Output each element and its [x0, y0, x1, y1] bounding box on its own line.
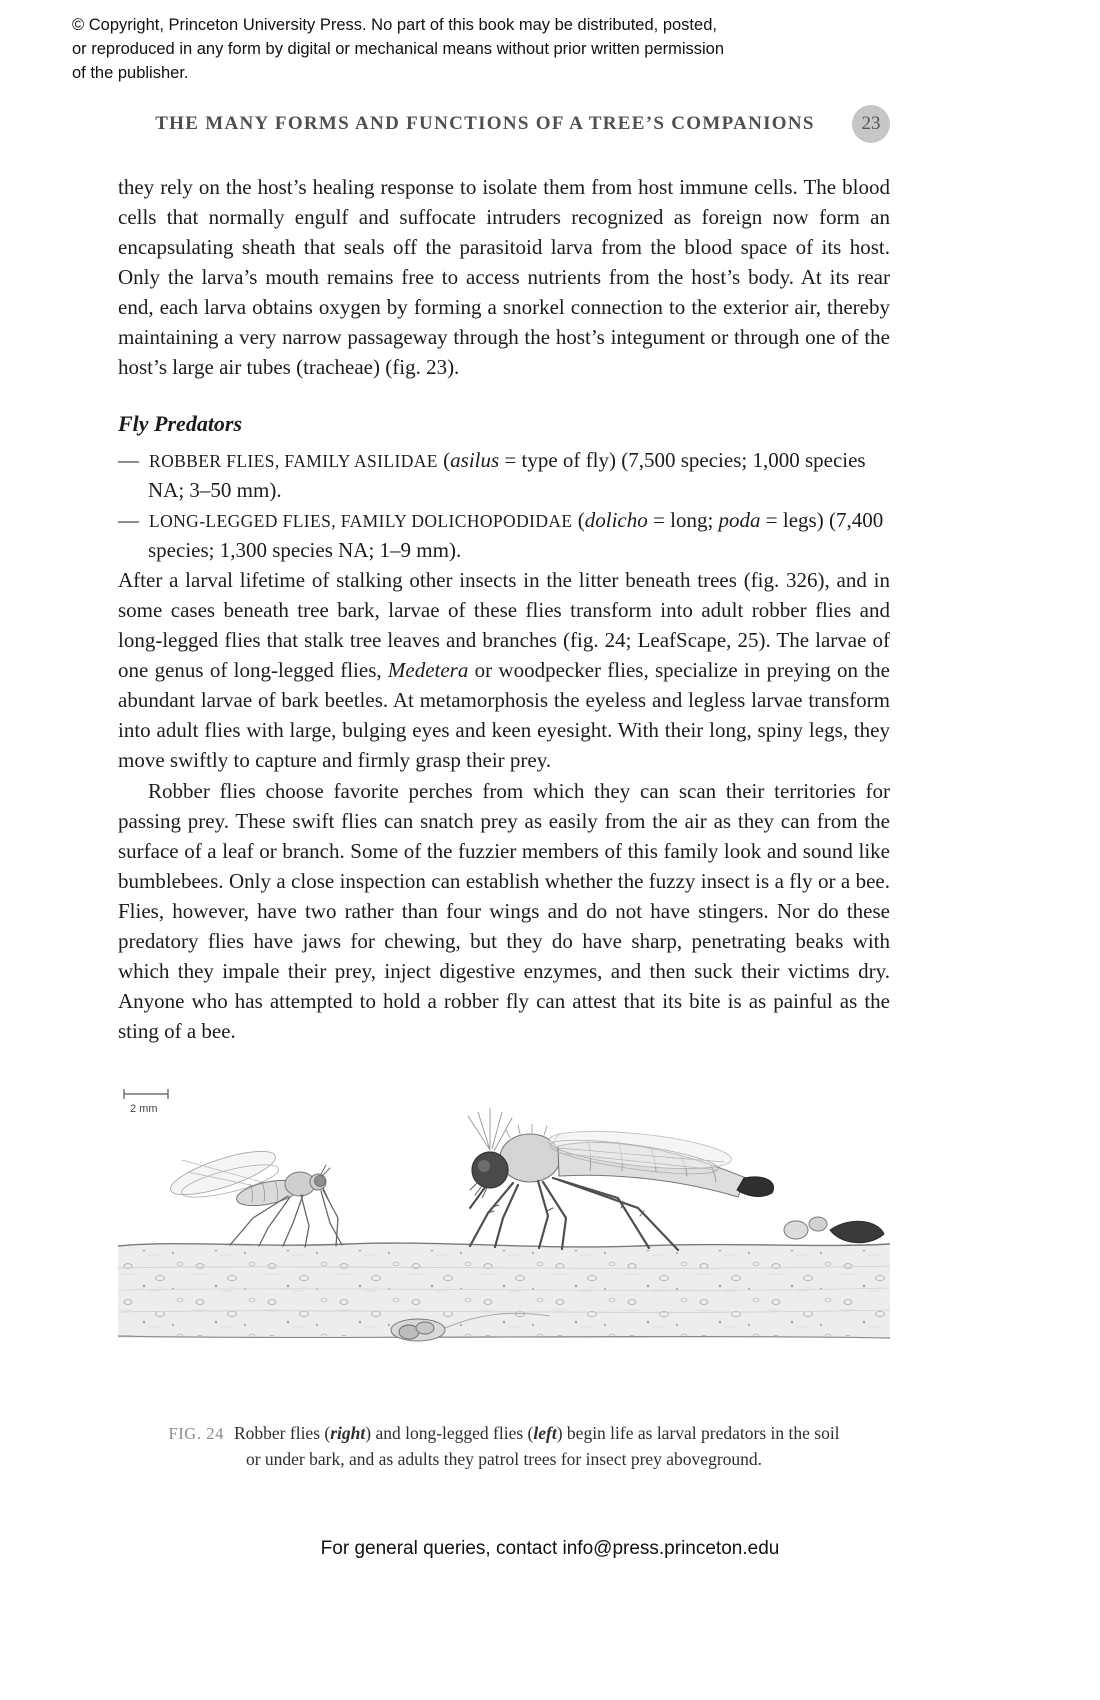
list-item-text: ( [437, 448, 451, 473]
paragraph-1: they rely on the host’s healing response to isolate them from host immune cells. The blood cells that normally engulf and suffocate intruders recognized as foreign now form an encapsulating sheath that seals off the parasitoid larva from the blood space of its host. Only the larva’s mouth remains free to access nutrients from the host’s body. At its rear end, each larva obtains oxygen by forming a snorkel connection to the exterior air, thereby maintaining a very narrow passageway through the host’s integument or through one of the host’s large air tubes (tracheae) (fig. 23). [118, 174, 890, 379]
list-item-text: ( [572, 508, 585, 533]
genus-name: Medetera [387, 658, 469, 683]
figure-caption [164, 1420, 844, 1473]
log-surface [118, 1217, 890, 1341]
figure-caption-text: ) begin life as larval predators in the soil or under bark, and as adults they patrol trees for insect prey aboveground. [245, 1422, 840, 1470]
figure-caption-label: FIG. 24 [168, 1423, 224, 1443]
copyright-text: © Copyright, Princeton University Press. No part of this book may be distributed, posted, or reproduced in any form by digital or mechanical means without prior written permission of the publisher. [72, 16, 725, 82]
caption-italic-right: right [330, 1422, 366, 1443]
page-number-badge: 23 [852, 105, 890, 143]
list-item-robber-flies [118, 445, 890, 505]
figure-caption-text: ) and long-legged flies ( [365, 1422, 534, 1443]
paragraph-3: Robber flies choose favorite perches from which they can scan their territories for passing prey. These swift flies can snatch prey as easily from the air as they can from the surface of a leaf or branch. Some of the fuzzier members of this family look and sound like bumblebees. Only a close inspection can establish whether the fuzzy insect is a fly or a bee. Flies, however, have two rather than four wings and do not have stingers. Nor do these predatory flies have jaws for chewing, but they do have sharp, penetrating beaks with which they impale their prey, inject digestive enzymes, and then suck their victims dry. Anyone who has attempted to hold a robber fly can attest that its bite is as painful as the sting of a bee. [118, 778, 890, 1043]
fig24-illustration [118, 1078, 890, 1378]
figure-caption-text: Robber flies ( [233, 1422, 331, 1443]
family-name: LONG-LEGGED FLIES, FAMILY DOLICHOPODIDAE [149, 511, 573, 532]
paragraph-2-text: After a larval lifetime of stalking other insects in the litter beneath trees (fig. 326), and in some cases beneath tree bark, larvae of these flies transform into adult robber flies and long-legged flies that stalk tree leaves and branches (fig. 24; LeafScape, 25). The larvae of one genus of long-legged flies, [118, 568, 890, 683]
running-head-row [118, 104, 890, 144]
scale-bar-label: 2 mm [130, 1102, 158, 1115]
list-item-text: = legs) (7,400 species; 1,300 species NA; 1–9 mm). [148, 508, 884, 563]
footer-contact-text: For general queries, contact info@press.princeton.edu [320, 1538, 780, 1559]
latin-term: asilus [450, 448, 500, 473]
paragraph-2-text: or woodpecker flies, specialize in preying on the abundant larvae of bark beetles. At metamorphosis the eyeless and legless larvae transform into adult flies with large, bulging eyes and keen eyesight. With their long, spiny legs, they move swiftly to capture and firmly grasp their prey. [118, 658, 890, 773]
list-item-text: = long; [647, 508, 719, 533]
family-name: ROBBER FLIES, FAMILY ASILIDAE [149, 451, 438, 472]
section-heading: Fly Predators [118, 410, 243, 436]
running-head: THE MANY FORMS AND FUNCTIONS OF A TREE’S COMPANIONS [155, 112, 815, 134]
long-legged-fly-drawing [166, 1142, 342, 1246]
page-footer [0, 1538, 1100, 1560]
robber-fly-drawing [468, 1108, 774, 1250]
caption-italic-left: left [533, 1422, 557, 1443]
copyright-notice [72, 14, 732, 86]
pebbles-and-bark-flap [784, 1217, 884, 1243]
page-body [118, 172, 890, 1473]
paragraph-2 [118, 565, 890, 775]
latin-term: poda [718, 508, 761, 533]
scale-bar [124, 1089, 168, 1115]
em-dash: — [118, 508, 139, 533]
latin-term: dolicho [584, 508, 648, 533]
em-dash: — [118, 448, 139, 473]
figure-24 [118, 1078, 890, 1473]
list-item-long-legged-flies [118, 505, 890, 565]
list-item-text: = type of fly) (7,500 species; 1,000 species NA; 3–50 mm). [148, 448, 866, 503]
